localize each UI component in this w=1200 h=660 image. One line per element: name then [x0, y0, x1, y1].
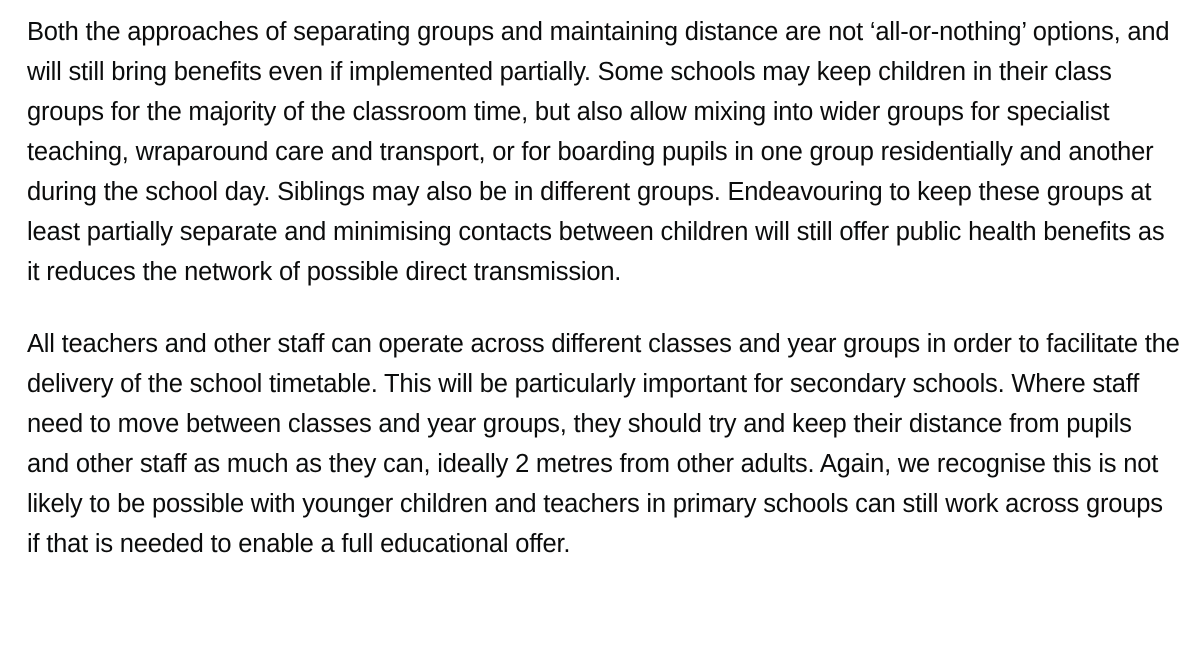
paragraph-separating-groups: Both the approaches of separating groups and maintaining distance are not ‘all-or-nothing’ options, and will still bring benefits even if implemented partially. Some schools may keep children in their class groups for the majority of the classroom time, but also allow mixing into wider groups for specialist teaching, wraparound care and transport, or for boarding pupils in one group residentially and another during the school day. Siblings may also be in different groups. Endeavouring to keep these groups at least partially separate and minimising contacts between children will still offer public health benefits as it reduces the network of possible direct transmission. — [27, 18, 1170, 286]
paragraph-staff-across-classes: All teachers and other staff can operate across different classes and year groups in order to facilitate the delivery of the school timetable. This will be particularly important for secondary schools. Where staff need to move between classes and year groups, they should try and keep their distance from pupils and other staff as much as they can, ideally 2 metres from other adults. Again, we recognise this is not likely to be possible with younger children and teachers in primary schools can still work across groups if that is needed to enable a full educational offer. — [27, 330, 1180, 558]
